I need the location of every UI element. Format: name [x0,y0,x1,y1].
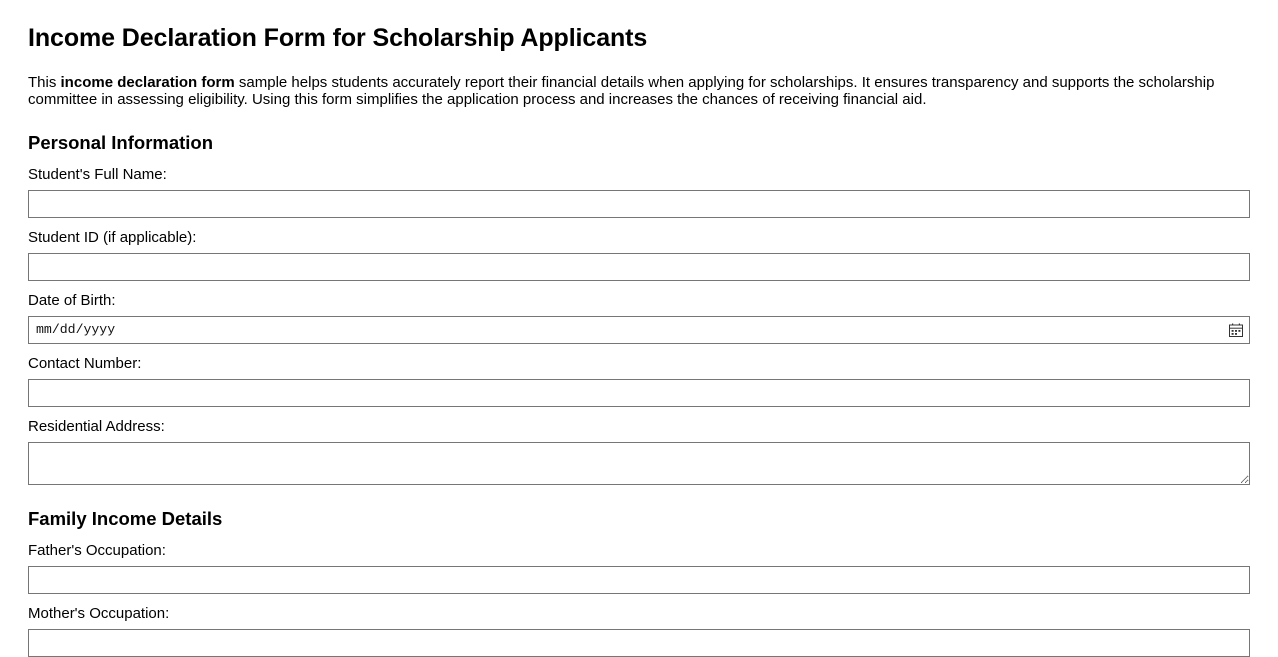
input-residential-address[interactable] [28,442,1250,485]
label-fathers-occupation: Father's Occupation: [28,541,166,559]
input-contact-number[interactable] [28,379,1250,407]
field-contact-number [28,355,1250,407]
intro-paragraph [28,74,1224,109]
intro-text-bold: income declaration form [60,73,235,91]
label-student-id: Student ID (if applicable): [28,228,197,246]
label-date-of-birth: Date of Birth: [28,291,116,309]
label-student-full-name: Student's Full Name: [28,165,167,183]
input-mothers-occupation[interactable] [28,629,1250,657]
intro-text-before: This [28,73,61,91]
intro-text-after: sample helps students accurately report their financial details when applying for scholarships. It ensures transparency and supports the scholarship committee in assessing eligibility. Using this form simplifies the application process and increases the chances of receiving financial aid. [28,73,1215,109]
page-title: Income Declaration Form for Scholarship Applicants [28,24,648,52]
input-student-full-name[interactable] [28,190,1250,218]
input-date-of-birth[interactable] [28,316,1250,344]
field-residential-address [28,418,1250,485]
calendar-icon[interactable] [1229,323,1243,337]
field-student-full-name [28,166,1250,218]
field-date-of-birth [28,292,1250,344]
label-contact-number: Contact Number: [28,354,142,372]
date-placeholder-text: mm/dd/yyyy [36,322,116,338]
input-student-id[interactable] [28,253,1250,281]
section-title-family-income-details: Family Income Details [28,507,223,529]
field-mothers-occupation [28,605,1250,657]
field-student-id [28,229,1250,281]
label-mothers-occupation: Mother's Occupation: [28,604,170,622]
field-fathers-occupation [28,542,1250,594]
section-title-personal-information: Personal Information [28,131,214,153]
label-residential-address: Residential Address: [28,417,165,435]
input-fathers-occupation[interactable] [28,566,1250,594]
date-input-wrapper[interactable] [28,316,1250,344]
